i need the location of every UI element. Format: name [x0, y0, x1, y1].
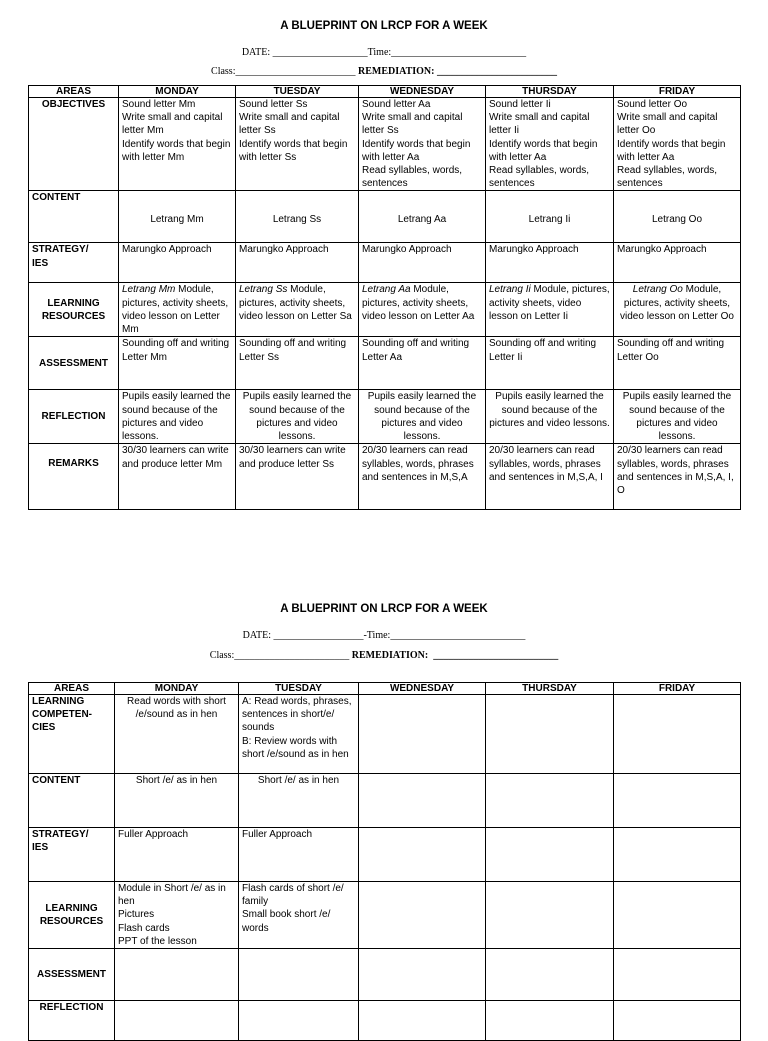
- doc2-cell: Short /e/ as in hen: [239, 774, 359, 828]
- cell-text: Sound letter Mm Write small and capital letter Mm Identify words that begin with letter Mm: [122, 99, 231, 163]
- doc2-cell: [486, 949, 614, 1001]
- doc2-header-tuesday: TUESDAY: [239, 683, 359, 695]
- cell-text: Sound letter Oo Write small and capital letter Oo Identify words that begin with letter Aa Read syllables, words, sentences: [617, 99, 726, 190]
- doc1-remediation-label: REMEDIATION: ________________________: [355, 66, 557, 77]
- doc1-area-remarks: REMARKS: [29, 444, 119, 510]
- doc2-area-content: CONTENT: [29, 774, 115, 828]
- cell-text: Sound letter Ss Write small and capital letter Ss Identify words that begin with letter Ss: [239, 99, 348, 163]
- doc1-area-content: CONTENT: [29, 191, 119, 243]
- doc1-row-content: [29, 191, 741, 243]
- doc2-cell: [359, 695, 486, 774]
- doc2-cell: [115, 1001, 239, 1041]
- doc1-cell: Pupils easily learned the sound because of the pictures and video lessons.: [236, 390, 359, 444]
- doc1-header-tuesday: TUESDAY: [236, 86, 359, 98]
- doc1-area-strategy: STRATEGY/ IES: [29, 243, 119, 283]
- doc2-row-content: [29, 774, 741, 828]
- doc1-area-assessment: ASSESSMENT: [29, 337, 119, 390]
- doc2-cell: [486, 882, 614, 949]
- doc1-cell: [359, 283, 486, 337]
- doc1-row-reflection: [29, 390, 741, 444]
- doc1-header-monday: MONDAY: [119, 86, 236, 98]
- doc2-row-reflection: [29, 1001, 741, 1041]
- doc2-area-assessment: ASSESSMENT: [29, 949, 115, 1001]
- doc2-cell: Short /e/ as in hen: [115, 774, 239, 828]
- doc2-cell: [614, 949, 741, 1001]
- doc1-row-learning-resources: [29, 283, 741, 337]
- cell-italic: Letrang Ss: [239, 284, 288, 296]
- doc2-cell: [239, 1001, 359, 1041]
- doc1-cell: Letrang Aa: [359, 191, 486, 243]
- doc2-row-learning-resources: [29, 882, 741, 949]
- doc1-cell: [236, 98, 359, 191]
- doc2-header-row: [29, 683, 741, 695]
- doc2-header-monday: MONDAY: [115, 683, 239, 695]
- doc2-header-friday: FRIDAY: [614, 683, 741, 695]
- doc2-cell: Fuller Approach: [239, 828, 359, 882]
- doc1-cell: [614, 98, 741, 191]
- cell-text: Module, pictures, activity sheets, video lesson on Letter Sa: [239, 284, 352, 322]
- doc1-cell: [486, 98, 614, 191]
- doc1-cell: Letrang Mm: [119, 191, 236, 243]
- doc1-cell: Letrang Ii: [486, 191, 614, 243]
- doc1-cell: 20/30 learners can read syllables, words, phrases and sentences in M,S,A, I: [486, 444, 614, 510]
- doc2-area-strategy: STRATEGY/ IES: [29, 828, 115, 882]
- doc2-cell: [614, 774, 741, 828]
- cell-italic: Letrang Aa: [362, 284, 411, 296]
- cell-text: Module, pictures, activity sheets, video lesson on Letter Mm: [122, 284, 229, 336]
- doc1-row-remarks: [29, 444, 741, 510]
- doc1-cell: [119, 98, 236, 191]
- cell-text: Module, pictures, activity sheets, video lesson on Letter Oo: [620, 284, 734, 322]
- doc1-cell: [486, 283, 614, 337]
- doc1-cell: [119, 283, 236, 337]
- doc2-cell: Fuller Approach: [115, 828, 239, 882]
- doc2-remediation-label: REMEDIATION: _________________________: [349, 650, 559, 661]
- doc2-row-learning-competencies: [29, 695, 741, 774]
- doc2-cell: [614, 828, 741, 882]
- doc2-cell: [359, 882, 486, 949]
- doc1-cell: Pupils easily learned the sound because of the pictures and video lessons.: [486, 390, 614, 444]
- doc2-cell: [359, 949, 486, 1001]
- doc2-cell: [359, 774, 486, 828]
- doc1-cell: Sounding off and writing Letter Mm: [119, 337, 236, 390]
- doc1-cell: Marungko Approach: [614, 243, 741, 283]
- doc2-cell: [614, 695, 741, 774]
- doc1-header-areas: AREAS: [29, 86, 119, 98]
- doc1-row-assessment: [29, 337, 741, 390]
- doc1-area-learning-resources: LEARNING RESOURCES: [29, 283, 119, 337]
- doc2-blueprint-table: [28, 682, 741, 1041]
- doc2-area-learning-resources: LEARNING RESOURCES: [29, 882, 115, 949]
- doc2-cell: [359, 1001, 486, 1041]
- doc2-row-strategy: [29, 828, 741, 882]
- doc2-cell: [486, 695, 614, 774]
- doc2-cell: Flash cards of short /e/ family Small book short /e/ words: [239, 882, 359, 949]
- doc1-cell: [236, 283, 359, 337]
- doc1-cell: Marungko Approach: [486, 243, 614, 283]
- doc1-cell: Sounding off and writing Letter Aa: [359, 337, 486, 390]
- doc1-header-row: [29, 86, 741, 98]
- doc2-cell: [486, 828, 614, 882]
- doc2-class-label: Class:_______________________: [209, 650, 350, 661]
- doc1-cell: Sounding off and writing Letter Ii: [486, 337, 614, 390]
- doc2-cell: Read words with short /e/sound as in hen: [115, 695, 239, 774]
- doc1-row-strategy: [29, 243, 741, 283]
- doc2-title: A BLUEPRINT ON LRCP FOR A WEEK: [280, 603, 488, 615]
- doc1-area-objectives: OBJECTIVES: [29, 98, 119, 191]
- cell-italic: Letrang Ii: [489, 284, 531, 296]
- doc2-cell: [614, 1001, 741, 1041]
- doc1-area-reflection: REFLECTION: [29, 390, 119, 444]
- doc1-cell: Pupils easily learned the sound because of the pictures and video lessons.: [119, 390, 236, 444]
- doc2-date-time-line: DATE: __________________-Time:___________________________: [242, 630, 526, 641]
- doc1-header-wednesday: WEDNESDAY: [359, 86, 486, 98]
- doc1-class-remediation-line: [0, 66, 768, 77]
- doc2-cell: Module in Short /e/ as in hen Pictures Flash cards PPT of the lesson: [115, 882, 239, 949]
- doc1-class-label: Class:________________________: [211, 66, 356, 77]
- doc2-cell: [486, 774, 614, 828]
- doc1-blueprint-table: [28, 85, 741, 510]
- cell-italic: Letrang Mm: [122, 284, 176, 296]
- doc1-row-objectives: [29, 98, 741, 191]
- doc1-header-thursday: THURSDAY: [486, 86, 614, 98]
- doc1-cell: 30/30 learners can write and produce letter Mm: [119, 444, 236, 510]
- doc1-cell: 20/30 learners can read syllables, words, phrases and sentences in M,S,A: [359, 444, 486, 510]
- doc1-title: A BLUEPRINT ON LRCP FOR A WEEK: [280, 20, 488, 32]
- cell-text: Sound letter Aa Write small and capital letter Ss Identify words that begin with letter Aa Read syllables, words, sentences: [362, 99, 471, 190]
- doc1-cell: Marungko Approach: [236, 243, 359, 283]
- doc1-cell: [614, 283, 741, 337]
- doc1-cell: [359, 98, 486, 191]
- doc2-cell: [614, 882, 741, 949]
- doc2-header-areas: AREAS: [29, 683, 115, 695]
- doc1-cell: Marungko Approach: [119, 243, 236, 283]
- doc1-cell: Marungko Approach: [359, 243, 486, 283]
- cell-text: Sound letter Ii Write small and capital letter Ii Identify words that begin with letter Aa Read syllables, words, sentences: [489, 99, 598, 190]
- doc1-date-time-line: DATE: ___________________Time:___________________________: [241, 47, 527, 58]
- doc1-cell: Sounding off and writing Letter Ss: [236, 337, 359, 390]
- cell-italic: Letrang Oo: [632, 284, 683, 296]
- cell-text: Module, pictures, activity sheets, video lesson on Letter Aa: [362, 284, 475, 322]
- doc2-cell: [239, 949, 359, 1001]
- doc2-row-assessment: [29, 949, 741, 1001]
- doc1-cell: 20/30 learners can read syllables, words, phrases and sentences in M,S,A, I, O: [614, 444, 741, 510]
- doc2-header-wednesday: WEDNESDAY: [359, 683, 486, 695]
- doc2-header-thursday: THURSDAY: [486, 683, 614, 695]
- doc2-class-remediation-line: [0, 650, 768, 661]
- doc1-cell: Letrang Ss: [236, 191, 359, 243]
- doc1-cell: Pupils easily learned the sound because of the pictures and video lessons.: [614, 390, 741, 444]
- doc2-cell: [359, 828, 486, 882]
- doc1-cell: Letrang Oo: [614, 191, 741, 243]
- doc2-cell: A: Read words, phrases, sentences in short/e/ sounds B: Review words with short /e/sound as in hen: [239, 695, 359, 774]
- doc1-cell: Sounding off and writing Letter Oo: [614, 337, 741, 390]
- doc1-cell: Pupils easily learned the sound because of the pictures and video lessons.: [359, 390, 486, 444]
- doc1-cell: 30/30 learners can write and produce letter Ss: [236, 444, 359, 510]
- doc2-area-reflection: REFLECTION: [29, 1001, 115, 1041]
- doc2-area-learning-competencies: LEARNING COMPETEN- CIES: [29, 695, 115, 774]
- doc2-cell: [115, 949, 239, 1001]
- doc2-cell: [486, 1001, 614, 1041]
- cell-text: Module, pictures, activity sheets, video lesson on Letter Ii: [489, 284, 610, 322]
- doc1-header-friday: FRIDAY: [614, 86, 741, 98]
